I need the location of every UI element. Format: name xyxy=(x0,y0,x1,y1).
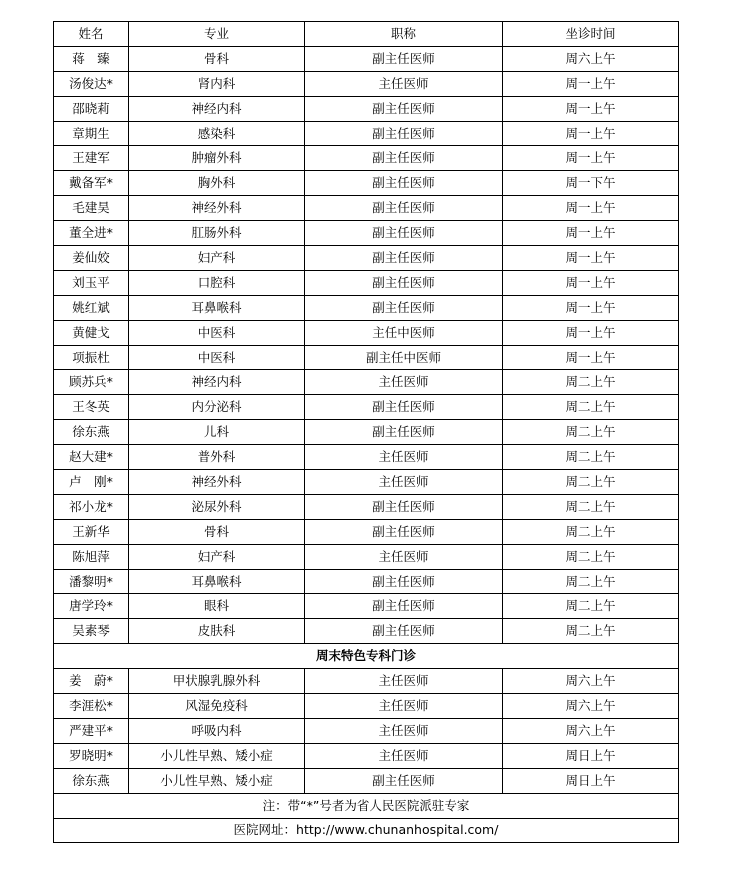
title-cell: 副主任医师 xyxy=(305,196,503,221)
doctor-name: 姚红斌 xyxy=(54,295,129,320)
specialty-cell: 骨科 xyxy=(129,519,305,544)
doctor-name: 徐东燕 xyxy=(54,420,129,445)
specialty-cell: 小儿性早熟、矮小症 xyxy=(129,768,305,793)
table-row xyxy=(54,96,679,121)
time-cell: 周一上午 xyxy=(503,96,679,121)
title-cell: 副主任医师 xyxy=(305,221,503,246)
title-cell: 副主任医师 xyxy=(305,395,503,420)
table-row xyxy=(54,619,679,644)
time-cell: 周六上午 xyxy=(503,694,679,719)
time-cell: 周一下午 xyxy=(503,171,679,196)
main-rows xyxy=(54,46,679,643)
doctor-name: 严建平* xyxy=(54,718,129,743)
specialty-cell: 皮肤科 xyxy=(129,619,305,644)
header-name: 姓名 xyxy=(54,22,129,47)
specialty-cell: 儿科 xyxy=(129,420,305,445)
time-cell: 周二上午 xyxy=(503,544,679,569)
doctor-name: 陈旭萍 xyxy=(54,544,129,569)
title-cell: 副主任医师 xyxy=(305,619,503,644)
doctor-name: 蒋 臻 xyxy=(54,46,129,71)
time-cell: 周日上午 xyxy=(503,743,679,768)
specialty-cell: 肛肠外科 xyxy=(129,221,305,246)
time-cell: 周一上午 xyxy=(503,270,679,295)
time-cell: 周一上午 xyxy=(503,295,679,320)
title-cell: 副主任医师 xyxy=(305,594,503,619)
doctor-name: 罗晓明* xyxy=(54,743,129,768)
doctor-name: 姜仙姣 xyxy=(54,246,129,271)
specialty-cell: 眼科 xyxy=(129,594,305,619)
table-row xyxy=(54,71,679,96)
doctor-name: 祁小龙* xyxy=(54,494,129,519)
clinic-schedule-table xyxy=(53,21,679,843)
title-cell: 副主任医师 xyxy=(305,96,503,121)
table-row xyxy=(54,768,679,793)
table-row xyxy=(54,669,679,694)
time-cell: 周一上午 xyxy=(503,246,679,271)
doctor-name: 王新华 xyxy=(54,519,129,544)
table-row xyxy=(54,196,679,221)
time-cell: 周二上午 xyxy=(503,395,679,420)
time-cell: 周二上午 xyxy=(503,420,679,445)
specialty-cell: 中医科 xyxy=(129,320,305,345)
weekend-section-row xyxy=(54,644,679,669)
time-cell: 周二上午 xyxy=(503,594,679,619)
specialty-cell: 神经外科 xyxy=(129,196,305,221)
doctor-name: 潘黎明* xyxy=(54,569,129,594)
time-cell: 周一上午 xyxy=(503,146,679,171)
title-cell: 副主任医师 xyxy=(305,494,503,519)
title-cell: 副主任医师 xyxy=(305,420,503,445)
specialty-cell: 肿瘤外科 xyxy=(129,146,305,171)
table-row xyxy=(54,445,679,470)
specialty-cell: 呼吸内科 xyxy=(129,718,305,743)
time-cell: 周六上午 xyxy=(503,46,679,71)
table-row xyxy=(54,121,679,146)
table-row xyxy=(54,46,679,71)
title-cell: 主任医师 xyxy=(305,743,503,768)
time-cell: 周二上午 xyxy=(503,470,679,495)
time-cell: 周二上午 xyxy=(503,569,679,594)
specialty-cell: 妇产科 xyxy=(129,246,305,271)
time-cell: 周六上午 xyxy=(503,718,679,743)
table-row xyxy=(54,470,679,495)
table-row xyxy=(54,171,679,196)
specialty-cell: 口腔科 xyxy=(129,270,305,295)
table-row xyxy=(54,146,679,171)
table-row xyxy=(54,295,679,320)
weekend-section-title: 周末特色专科门诊 xyxy=(54,644,679,669)
time-cell: 周一上午 xyxy=(503,320,679,345)
title-cell: 副主任医师 xyxy=(305,768,503,793)
table-row xyxy=(54,345,679,370)
specialty-cell: 中医科 xyxy=(129,345,305,370)
time-cell: 周一上午 xyxy=(503,121,679,146)
doctor-name: 汤俊达* xyxy=(54,71,129,96)
note-text: 注：带“*”号者为省人民医院派驻专家 xyxy=(54,793,679,818)
title-cell: 副主任医师 xyxy=(305,171,503,196)
specialty-cell: 感染科 xyxy=(129,121,305,146)
specialty-cell: 风湿免疫科 xyxy=(129,694,305,719)
table-row xyxy=(54,221,679,246)
table-header-row xyxy=(54,22,679,47)
header-time: 坐诊时间 xyxy=(503,22,679,47)
specialty-cell: 普外科 xyxy=(129,445,305,470)
doctor-name: 王冬英 xyxy=(54,395,129,420)
title-cell: 主任医师 xyxy=(305,669,503,694)
title-cell: 主任医师 xyxy=(305,544,503,569)
table-row xyxy=(54,718,679,743)
specialty-cell: 内分泌科 xyxy=(129,395,305,420)
specialty-cell: 神经内科 xyxy=(129,96,305,121)
doctor-name: 徐东燕 xyxy=(54,768,129,793)
doctor-name: 章期生 xyxy=(54,121,129,146)
time-cell: 周一上午 xyxy=(503,196,679,221)
table-row xyxy=(54,270,679,295)
title-cell: 副主任中医师 xyxy=(305,345,503,370)
title-cell: 副主任医师 xyxy=(305,246,503,271)
doctor-name: 毛建昊 xyxy=(54,196,129,221)
doctor-name: 顾苏兵* xyxy=(54,370,129,395)
time-cell: 周六上午 xyxy=(503,669,679,694)
doctor-name: 唐学玲* xyxy=(54,594,129,619)
time-cell: 周一上午 xyxy=(503,221,679,246)
table-row xyxy=(54,420,679,445)
table-row xyxy=(54,594,679,619)
time-cell: 周二上午 xyxy=(503,619,679,644)
title-cell: 主任医师 xyxy=(305,694,503,719)
doctor-name: 戴备军* xyxy=(54,171,129,196)
doctor-name: 姜 蔚* xyxy=(54,669,129,694)
table-row xyxy=(54,246,679,271)
title-cell: 副主任医师 xyxy=(305,569,503,594)
doctor-name: 邵晓莉 xyxy=(54,96,129,121)
title-cell: 副主任医师 xyxy=(305,270,503,295)
table-row xyxy=(54,743,679,768)
title-cell: 主任医师 xyxy=(305,718,503,743)
time-cell: 周二上午 xyxy=(503,519,679,544)
title-cell: 副主任医师 xyxy=(305,146,503,171)
doctor-name: 李涯松* xyxy=(54,694,129,719)
header-specialty: 专业 xyxy=(129,22,305,47)
time-cell: 周二上午 xyxy=(503,494,679,519)
table-row xyxy=(54,519,679,544)
specialty-cell: 肾内科 xyxy=(129,71,305,96)
table-row xyxy=(54,569,679,594)
doctor-name: 董全进* xyxy=(54,221,129,246)
specialty-cell: 泌尿外科 xyxy=(129,494,305,519)
table-row xyxy=(54,395,679,420)
table-row xyxy=(54,694,679,719)
doctor-name: 吴素琴 xyxy=(54,619,129,644)
table-row xyxy=(54,370,679,395)
title-cell: 副主任医师 xyxy=(305,295,503,320)
website-text: 医院网址：http://www.chunanhospital.com/ xyxy=(54,818,679,843)
time-cell: 周日上午 xyxy=(503,768,679,793)
specialty-cell: 胸外科 xyxy=(129,171,305,196)
doctor-name: 黄健戈 xyxy=(54,320,129,345)
specialty-cell: 神经内科 xyxy=(129,370,305,395)
title-cell: 主任中医师 xyxy=(305,320,503,345)
title-cell: 主任医师 xyxy=(305,445,503,470)
title-cell: 副主任医师 xyxy=(305,121,503,146)
doctor-name: 王建军 xyxy=(54,146,129,171)
specialty-cell: 神经外科 xyxy=(129,470,305,495)
time-cell: 周一上午 xyxy=(503,71,679,96)
specialty-cell: 骨科 xyxy=(129,46,305,71)
title-cell: 主任医师 xyxy=(305,470,503,495)
specialty-cell: 耳鼻喉科 xyxy=(129,569,305,594)
title-cell: 副主任医师 xyxy=(305,519,503,544)
specialty-cell: 甲状腺乳腺外科 xyxy=(129,669,305,694)
doctor-name: 赵大建* xyxy=(54,445,129,470)
time-cell: 周一上午 xyxy=(503,345,679,370)
title-cell: 主任医师 xyxy=(305,370,503,395)
specialty-cell: 妇产科 xyxy=(129,544,305,569)
title-cell: 主任医师 xyxy=(305,71,503,96)
table-row xyxy=(54,544,679,569)
weekend-rows xyxy=(54,669,679,793)
time-cell: 周二上午 xyxy=(503,445,679,470)
doctor-name: 项振杜 xyxy=(54,345,129,370)
doctor-name: 卢 刚* xyxy=(54,470,129,495)
title-cell: 副主任医师 xyxy=(305,46,503,71)
table-row xyxy=(54,494,679,519)
specialty-cell: 耳鼻喉科 xyxy=(129,295,305,320)
time-cell: 周二上午 xyxy=(503,370,679,395)
website-row xyxy=(54,818,679,843)
specialty-cell: 小儿性早熟、矮小症 xyxy=(129,743,305,768)
header-title: 职称 xyxy=(305,22,503,47)
table-row xyxy=(54,320,679,345)
note-row xyxy=(54,793,679,818)
doctor-name: 刘玉平 xyxy=(54,270,129,295)
